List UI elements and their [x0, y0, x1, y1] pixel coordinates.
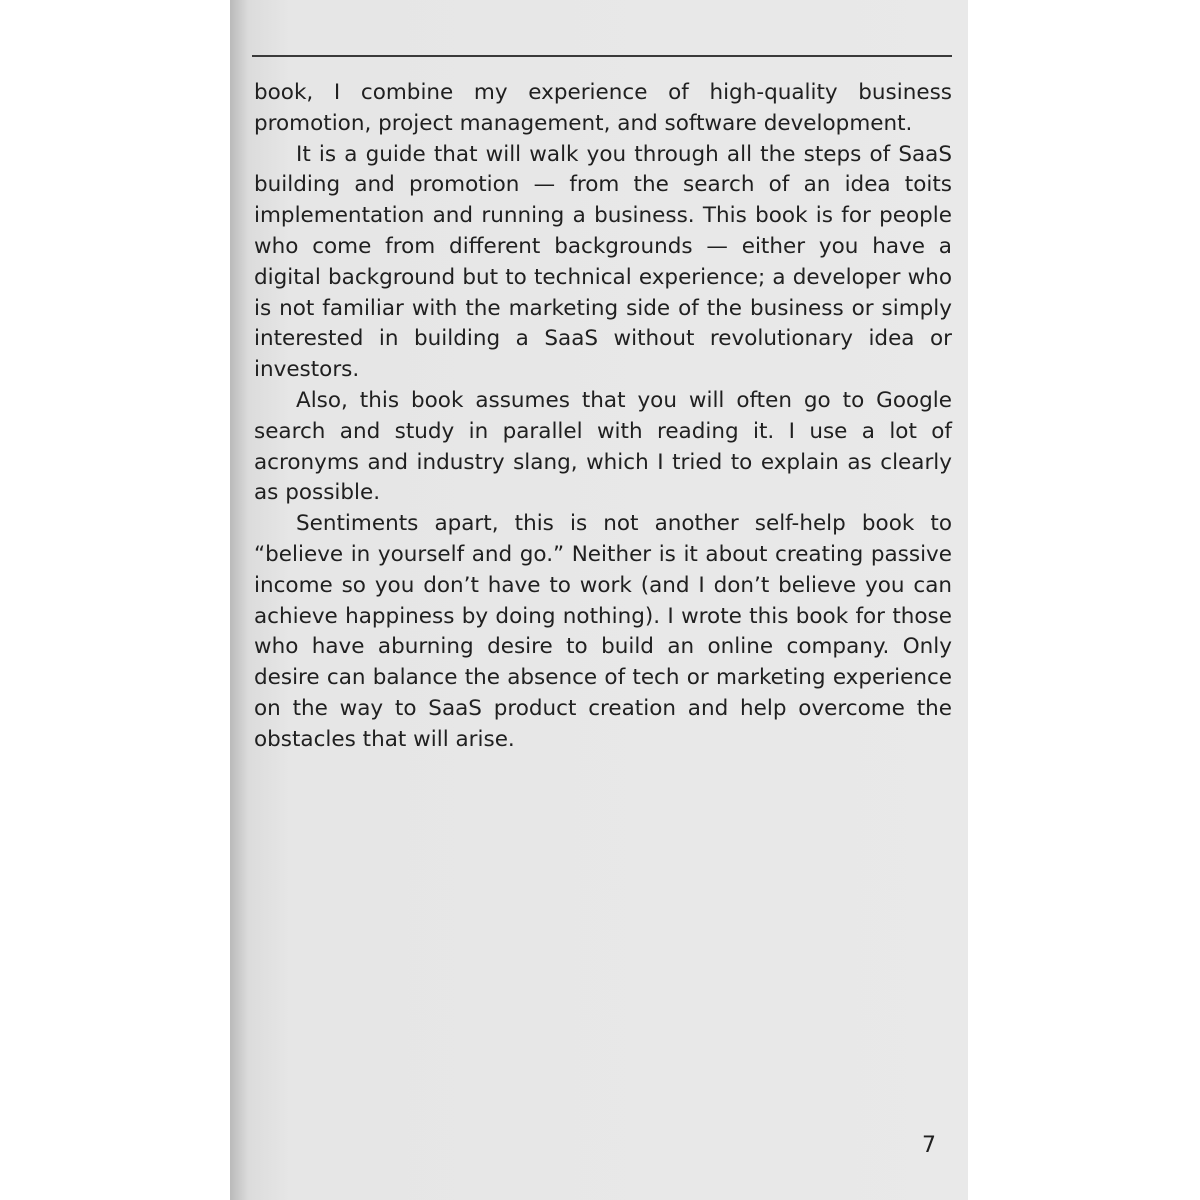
- book-page: [230, 0, 968, 1200]
- paragraph-4: Sentiments apart, this is not another self-help book to “believe in yourself and go.” Neither is it about creating passive income so you don’t have to work (and I don’t believe you can achieve happiness by doing nothing). I wrote this book for those who have aburning desire to build an online company. Only desire can balance the absence of tech or marketing experience on the way to SaaS product creation and help overcome the obstacles that will arise.: [254, 511, 952, 752]
- header-rule: [252, 55, 952, 57]
- paragraph-1: book, I combine my experience of high-quality business promotion, project management, and software development.: [254, 80, 952, 136]
- body-text: [254, 78, 952, 756]
- paragraph-3: Also, this book assumes that you will often go to Google search and study in parallel with reading it. I use a lot of acronyms and industry slang, which I tried to explain as clearly as possible.: [254, 387, 952, 506]
- page-number: 7: [922, 1133, 936, 1158]
- paragraph-2: It is a guide that will walk you through all the steps of SaaS building and promotion — from the search of an idea toits implementation and running a business. This book is for people who come from different backgrounds — either you have a digital background but to technical experience; a developer who is not familiar with the marketing side of the business or simply interested in building a SaaS without revolutionary idea or investors.: [254, 141, 952, 383]
